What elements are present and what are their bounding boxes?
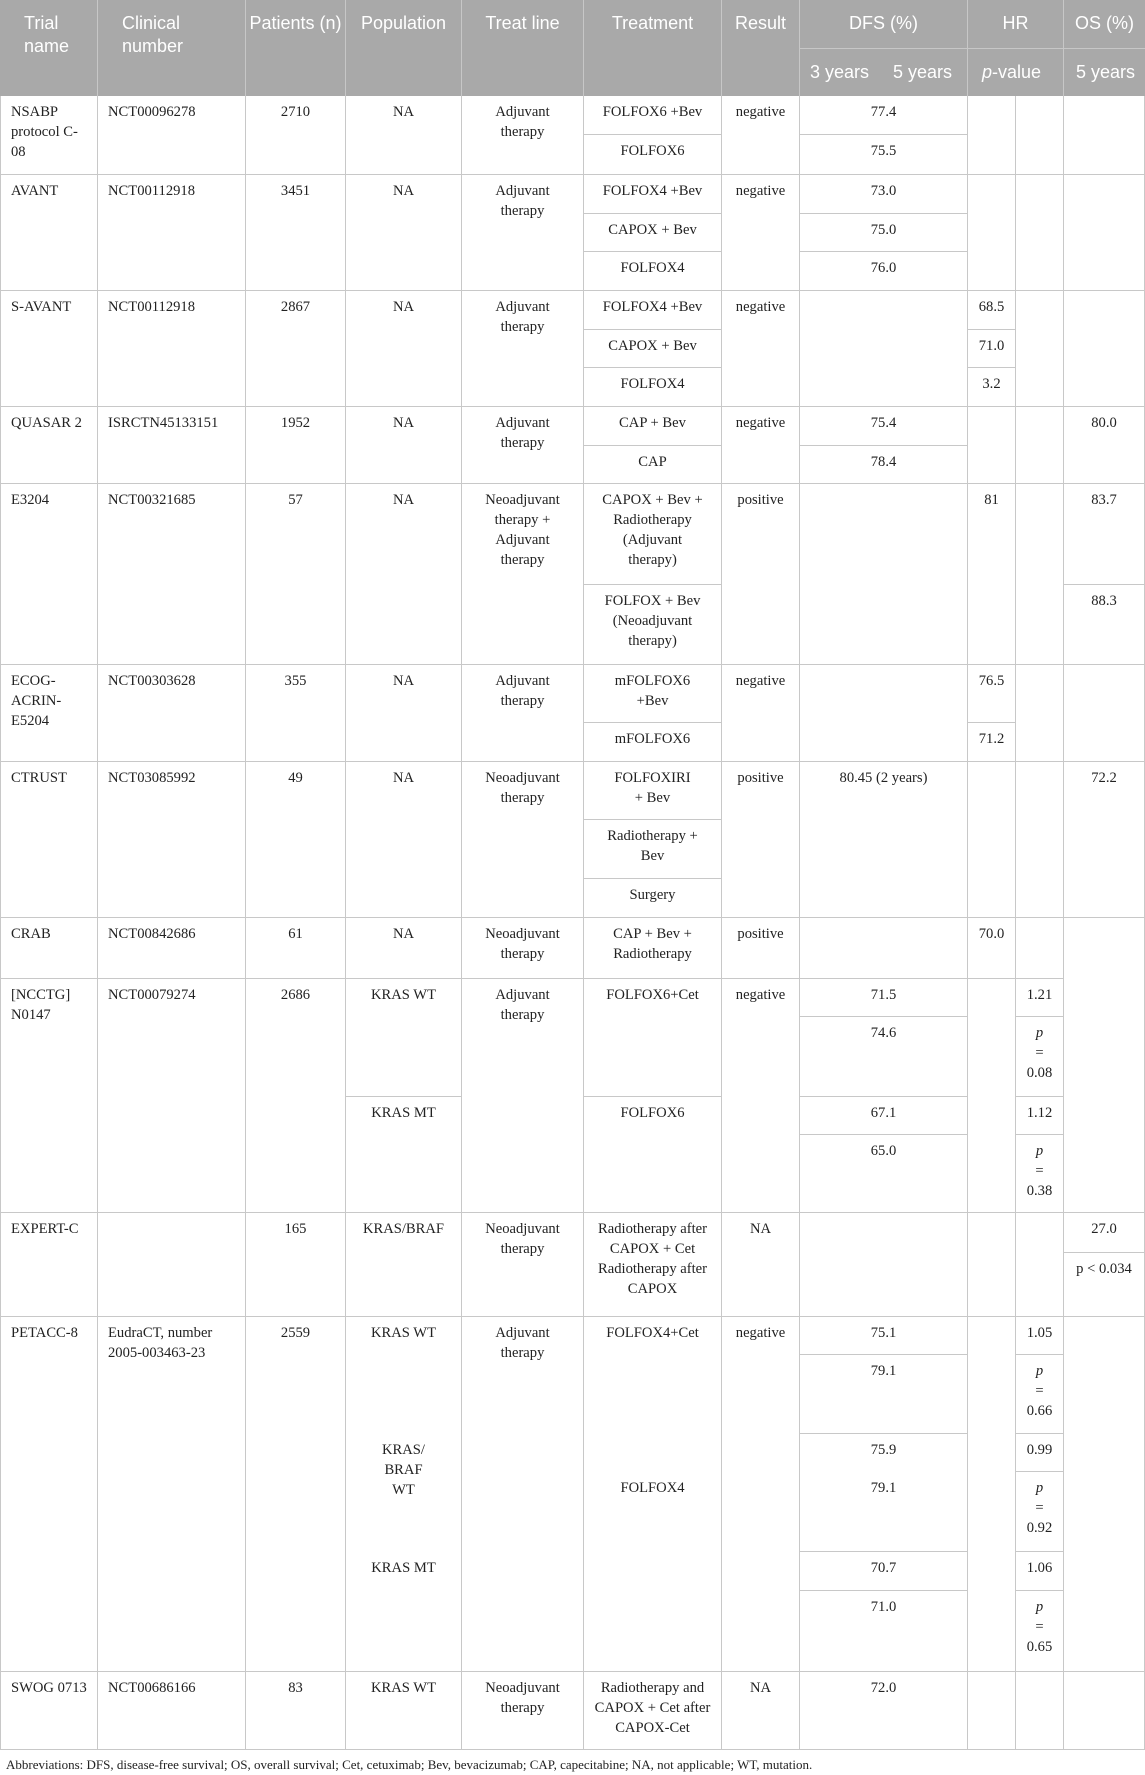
population-cell: NA [346,175,462,291]
hr-cell: 3.2 [968,368,1016,407]
patients-cell: 57 [246,484,346,665]
trial-name-cell: QUASAR 2 [0,407,98,484]
population-cell: KRAS WT [346,1672,462,1750]
population-cell: NA [346,665,462,762]
dfs-cell: 79.1 [800,1472,968,1552]
treatment-cell: FOLFOX4 [584,368,722,407]
treat-line-cell: Adjuvant therapy [462,979,584,1213]
patients-cell: 3451 [246,175,346,291]
patients-cell: 2559 [246,1317,346,1672]
hr-p-cell [1016,918,1064,979]
clinical-number-cell: NCT00096278 [98,96,246,175]
result-cell: NA [722,1672,800,1750]
treatment-cell: CAP + Bev [584,407,722,446]
population-cell: KRAS/BRAF [346,1213,462,1317]
treat-line-cell: Adjuvant therapy [462,96,584,175]
treatment-cell: FOLFOX6 [584,135,722,175]
result-cell: negative [722,979,800,1213]
trial-name-cell: PETACC-8 [0,1317,98,1672]
hr-p-cell: 0.99 [1016,1434,1064,1472]
treat-line-cell: Neoadjuvant therapy [462,1672,584,1750]
treatment-cell: FOLFOX4 [584,252,722,291]
hr-p-cell: p = 0.38 [1016,1135,1064,1213]
os-cell: p < 0.034 [1064,1253,1145,1317]
patients-cell: 2867 [246,291,346,407]
population-cell: KRAS MT [346,1552,462,1672]
dfs-cell: 77.4 [800,96,968,135]
hr-p-cell [1016,484,1064,665]
hr-cell [968,175,1016,291]
population-cell: NA [346,96,462,175]
dfs-cell: 67.1 [800,1097,968,1135]
dfs-cell: 71.5 [800,979,968,1017]
hr-cell: 70.0 [968,918,1016,979]
hr-cell [968,96,1016,175]
hr-p-cell [1016,1213,1064,1317]
result-cell: negative [722,407,800,484]
dfs-cell: 75.9 [800,1434,968,1472]
header-os-5y: 5 years [1076,62,1136,82]
result-cell: negative [722,1317,800,1672]
treat-line-cell: Neoadjuvant therapy [462,1213,584,1317]
dfs-cell: 76.0 [800,252,968,291]
patients-cell: 355 [246,665,346,762]
treatment-cell: mFOLFOX6 +Bev [584,665,722,723]
hr-p-cell: p = 0.65 [1016,1591,1064,1672]
result-cell: positive [722,918,800,979]
dfs-cell: 74.6 [800,1017,968,1097]
os-cell: 83.7 [1064,484,1145,585]
hr-p-cell [1016,762,1064,918]
hr-p-cell [1016,1672,1064,1750]
os-cell: 88.3 [1064,585,1145,665]
treatment-cell: CAPOX + Bev [584,330,722,368]
clinical-number-cell: EudraCT, number 2005-003463-23 [98,1317,246,1672]
result-cell: positive [722,484,800,665]
dfs-cell: 79.1 [800,1355,968,1434]
treat-line-cell: Adjuvant therapy [462,1317,584,1672]
clinical-number-cell: NCT00321685 [98,484,246,665]
dfs-cell: 80.45 (2 years) [800,762,968,918]
population-cell: NA [346,762,462,918]
hr-p-cell: p = 0.92 [1016,1472,1064,1552]
os-cell [1064,291,1145,407]
dfs-cell [800,1213,968,1317]
patients-cell: 61 [246,918,346,979]
treatment-cell: FOLFOXIRI + Bev [584,762,722,820]
hr-cell [968,762,1016,918]
dfs-cell: 65.0 [800,1135,968,1213]
hr-cell: 81 [968,484,1016,665]
treatment-cell: Radiotherapy and CAPOX + Cet after CAPOX-Cet [584,1672,722,1750]
header-result: Result [722,0,800,96]
result-cell: negative [722,665,800,762]
treatment-cell: CAPOX + Bev + Radiotherapy (Adjuvant therapy) [584,484,722,585]
treat-line-cell: Adjuvant therapy [462,175,584,291]
population-cell: NA [346,291,462,407]
treatment-cell: Radiotherapy after CAPOX + Cet Radiotherapy after CAPOX [584,1213,722,1317]
patients-cell: 165 [246,1213,346,1317]
header-patients: Patients (n) [246,0,346,96]
dfs-cell: 78.4 [800,446,968,484]
patients-cell: 49 [246,762,346,918]
os-cell [1064,96,1145,175]
header-treat-line: Treat line [462,0,584,96]
dfs-cell: 72.0 [800,1672,968,1750]
clinical-number-cell: NCT00842686 [98,918,246,979]
treat-line-cell: Neoadjuvant therapy + Adjuvant therapy [462,484,584,665]
dfs-cell: 75.1 [800,1317,968,1355]
dfs-cell: 70.7 [800,1552,968,1591]
hr-p-cell [1016,407,1064,484]
trial-name-cell: S-AVANT [0,291,98,407]
header-hr: HR [968,0,1064,96]
treat-line-cell: Adjuvant therapy [462,291,584,407]
clinical-number-cell: NCT00112918 [98,291,246,407]
treat-line-cell: Neoadjuvant therapy [462,762,584,918]
os-cell [1064,175,1145,291]
hr-p-cell: 1.06 [1016,1552,1064,1591]
os-cell: 80.0 [1064,407,1145,484]
population-cell: KRAS WT [346,1317,462,1434]
hr-p-cell [1016,665,1064,762]
hr-cell [968,1672,1016,1750]
population-cell: KRAS WT [346,979,462,1097]
dfs-cell: 75.4 [800,407,968,446]
trial-name-cell: NSABP protocol C-08 [0,96,98,175]
trial-name-cell: ECOG-ACRIN-E5204 [0,665,98,762]
clinical-number-cell: NCT00112918 [98,175,246,291]
treatment-cell: mFOLFOX6 [584,723,722,762]
patients-cell: 2686 [246,979,346,1213]
hr-cell [968,1213,1016,1317]
hr-p-cell [1016,291,1064,407]
dfs-cell [800,665,968,762]
hr-p-cell [1016,96,1064,175]
header-hr-pvalue: p-value [982,62,1042,82]
hr-p-cell [1016,175,1064,291]
os-cell: 27.0 [1064,1213,1145,1253]
hr-p-cell: 1.12 [1016,1097,1064,1135]
treatment-cell: FOLFOX4 +Bev [584,175,722,214]
os-cell [1064,1672,1145,1750]
result-cell: negative [722,291,800,407]
header-dfs: DFS (%) [800,0,968,96]
clinical-number-cell: NCT00303628 [98,665,246,762]
dfs-cell: 71.0 [800,1591,968,1672]
header-population: Population [346,0,462,96]
treatment-cell: Radiotherapy + Bev [584,820,722,879]
dfs-cell: 75.0 [800,214,968,252]
population-cell: KRAS/ BRAF WT [346,1434,462,1552]
treatment-cell: FOLFOX4+Cet [584,1317,722,1472]
treatment-cell: Surgery [584,879,722,918]
treatment-cell: FOLFOX6 [584,1097,722,1213]
hr-cell: 71.0 [968,330,1016,368]
trial-name-cell: CTRUST [0,762,98,918]
hr-cell: 71.2 [968,723,1016,762]
treatment-cell: CAPOX + Bev [584,214,722,252]
patients-cell: 2710 [246,96,346,175]
treatment-cell: FOLFOX6 +Bev [584,96,722,135]
trial-name-cell: SWOG 0713 [0,1672,98,1750]
result-cell: NA [722,1213,800,1317]
abbreviations-footnote: Abbreviations: DFS, disease-free survival; OS, overall survival; Cet, cetuximab; Bev, bevacizumab; CAP, capecitabine; NA, not applicable; WT, mutation. [6,1757,813,1772]
trial-name-cell: EXPERT-C [0,1213,98,1317]
trial-name-cell: [NCCTG] N0147 [0,979,98,1213]
os-cell [1064,665,1145,762]
clinical-number-cell: NCT00686166 [98,1672,246,1750]
treatment-cell: FOLFOX6+Cet [584,979,722,1097]
header-clinical-number: Clinical number [98,0,246,96]
clinical-number-cell [98,1213,246,1317]
clinical-number-cell: NCT03085992 [98,762,246,918]
dfs-cell: 75.5 [800,135,968,175]
clinical-number-cell: ISRCTN45133151 [98,407,246,484]
hr-cell: 68.5 [968,291,1016,330]
header-dfs-3y: 3 years [810,62,870,82]
dfs-cell [800,484,968,665]
treatment-cell: FOLFOX + Bev (Neoadjuvant therapy) [584,585,722,665]
trial-name-cell: AVANT [0,175,98,291]
hr-p-cell: 1.21 [1016,979,1064,1017]
hr-cell [968,1317,1016,1672]
result-cell: negative [722,175,800,291]
dfs-cell [800,291,968,407]
dfs-cell: 73.0 [800,175,968,214]
hr-p-cell: p = 0.66 [1016,1355,1064,1434]
header-os: OS (%) [1064,0,1145,96]
treatment-cell: FOLFOX4 +Bev [584,291,722,330]
header-dfs-5y: 5 years [893,62,953,82]
treatment-cell: FOLFOX4 [584,1472,722,1672]
hr-cell [968,979,1016,1213]
os-cell: 72.2 [1064,762,1145,918]
treatment-cell: CAP + Bev + Radiotherapy [584,918,722,979]
trial-name-cell: CRAB [0,918,98,979]
hr-cell: 76.5 [968,665,1016,723]
hr-p-cell: p = 0.08 [1016,1017,1064,1097]
patients-cell: 1952 [246,407,346,484]
dfs-cell [800,918,968,979]
result-cell: positive [722,762,800,918]
header-trial-name: Trial name [0,0,98,96]
treat-line-cell: Neoadjuvant therapy [462,918,584,979]
result-cell: negative [722,96,800,175]
treat-line-cell: Adjuvant therapy [462,407,584,484]
population-cell: NA [346,407,462,484]
treatment-cell: CAP [584,446,722,484]
clinical-number-cell: NCT00079274 [98,979,246,1213]
population-cell: NA [346,918,462,979]
patients-cell: 83 [246,1672,346,1750]
header-treatment: Treatment [584,0,722,96]
trial-name-cell: E3204 [0,484,98,665]
treat-line-cell: Adjuvant therapy [462,665,584,762]
population-cell: NA [346,484,462,665]
hr-cell [968,407,1016,484]
os-cell [1064,1317,1145,1672]
header-divider [800,48,1145,49]
hr-p-cell: 1.05 [1016,1317,1064,1355]
os-cell [1064,918,1145,1213]
population-cell: KRAS MT [346,1097,462,1213]
